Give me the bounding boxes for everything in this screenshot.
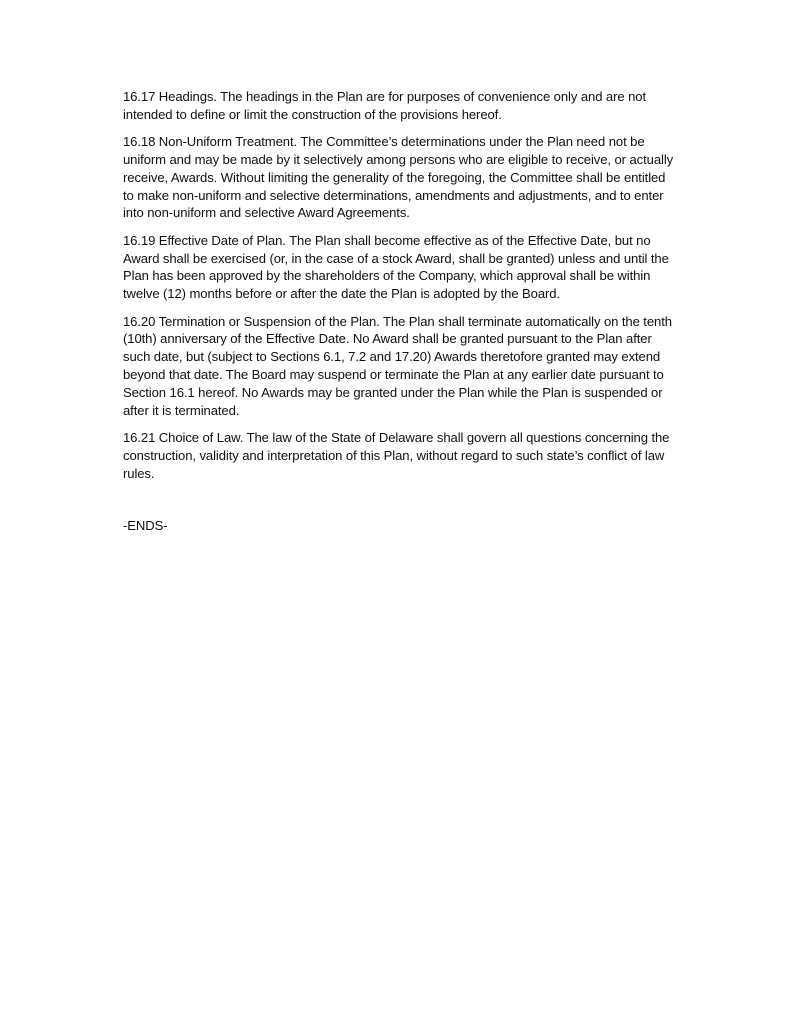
section-16-19-effective-date: 16.19 Effective Date of Plan. The Plan shall become effective as of the Effective Date, but no Award shall be exercised (or, in the case of a stock Award, shall be granted) unless and until the Plan has been approved by the shareholders of the Company, which approval shall be within twelve (12) months before or after the date the Plan is adopted by the Board. (123, 232, 669, 302)
section-16-18-non-uniform-treatment: 16.18 Non-Uniform Treatment. The Committee’s determinations under the Plan need not be uniform and may be made by it selectively among persons who are eligible to receive, or actually receive, Awards. Without limiting the generality of the foregoing, the Committee shall be entitled to make non-uniform and selective determinations, amendments and adjustments, and to enter into non-uniform and selective Award Agreements. (123, 134, 674, 221)
section-16-20-termination: 16.20 Termination or Suspension of the Plan. The Plan shall terminate automatically on the tenth (10th) anniversary of the Effective Date. No Award shall be granted pursuant to the Plan after such date, but (subject to Sections 6.1, 7.2 and 17.20) Awards theretofore granted may extend beyond that date. The Board may suspend or terminate the Plan at any earlier date pursuant to Section 16.1 hereof. No Awards may be granted under the Plan while the Plan is suspended or after it is terminated. (123, 313, 672, 418)
section-16-17-headings: 16.17 Headings. The headings in the Plan are for purposes of convenience only and are not intended to define or limit the construction of the provisions hereof. (123, 89, 646, 122)
section-16-21-choice-of-law: 16.21 Choice of Law. The law of the State of Delaware shall govern all questions concerning the construction, validity and interpretation of this Plan, without regard to such state’s conflict of law rules. (123, 429, 670, 481)
document-page (123, 88, 679, 545)
document-end-marker: -ENDS- (123, 518, 168, 534)
